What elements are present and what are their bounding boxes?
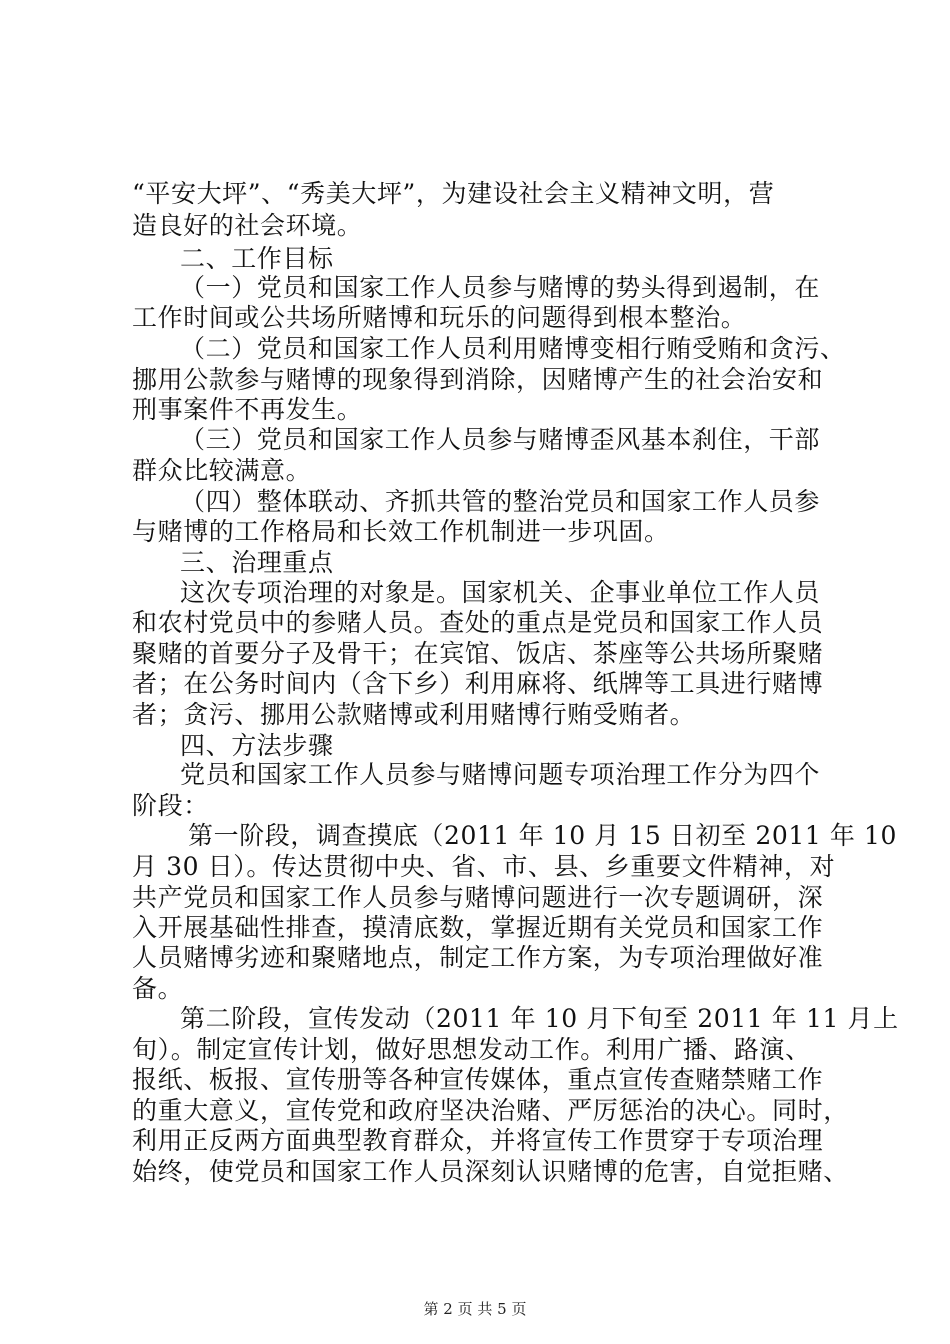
body-line: 报纸、板报、宣传册等各种宣传媒体，重点宣传查赌禁赌工作 bbox=[132, 1065, 824, 1094]
body-line: 阶段： bbox=[132, 791, 209, 820]
body-line: 这次专项治理的对象是。国家机关、企事业单位工作人员 bbox=[180, 578, 821, 607]
section-heading: 三、治理重点 bbox=[180, 548, 334, 577]
body-line: 党员和国家工作人员参与赌博问题专项治理工作分为四个 bbox=[180, 760, 821, 789]
body-line: 共产党员和国家工作人员参与赌博问题进行一次专题调研，深 bbox=[132, 883, 824, 912]
body-line: 群众比较满意。 bbox=[132, 456, 312, 485]
section-heading: 四、方法步骤 bbox=[180, 731, 334, 760]
body-line: 人员赌博劣迹和聚赌地点，制定工作方案，为专项治理做好准 bbox=[132, 943, 824, 972]
body-line: 与赌博的工作格局和长效工作机制进一步巩固。 bbox=[132, 517, 670, 546]
body-line: 者；在公务时间内（含下乡）利用麻将、纸牌等工具进行赌博 bbox=[132, 669, 824, 698]
body-line: 入开展基础性排查，摸清底数，掌握近期有关党员和国家工作 bbox=[132, 913, 824, 942]
body-line: “平安大坪”、“秀美大坪”，为建设社会主义精神文明，营 bbox=[132, 179, 775, 208]
section-heading: 二、工作目标 bbox=[180, 244, 334, 273]
body-line: 旬）。制定宣传计划，做好思想发动工作。利用广播、路演、 bbox=[132, 1035, 811, 1064]
body-line: （三）党员和国家工作人员参与赌博歪风基本刹住，干部 bbox=[180, 425, 821, 454]
body-line: 月 30 日）。传达贯彻中央、省、市、县、乡重要文件精神，对 bbox=[132, 852, 836, 881]
page-number-footer: 第 2 页 共 5 页 bbox=[423, 1300, 527, 1318]
body-line: 者；贪污、挪用公款赌博或利用赌博行贿受贿者。 bbox=[132, 700, 696, 729]
body-line: （一）党员和国家工作人员参与赌博的势头得到遏制，在 bbox=[180, 273, 821, 302]
body-line: 始终，使党员和国家工作人员深刻认识赌博的危害，自觉拒赌、 bbox=[132, 1157, 849, 1186]
body-line: 备。 bbox=[132, 974, 184, 1003]
body-line: （四）整体联动、齐抓共管的整治党员和国家工作人员参 bbox=[180, 487, 821, 516]
body-line: 工作时间或公共场所赌博和玩乐的问题得到根本整治。 bbox=[132, 303, 747, 332]
body-line: 刑事案件不再发生。 bbox=[132, 395, 363, 424]
body-line: 利用正反两方面典型教育群众，并将宣传工作贯穿于专项治理 bbox=[132, 1126, 824, 1155]
body-line: 造良好的社会环境。 bbox=[132, 211, 363, 240]
body-line: 第二阶段，宣传发动（2011 年 10 月下旬至 2011 年 11 月上 bbox=[180, 1004, 899, 1033]
body-line: 的重大意义，宣传党和政府坚决治赌、严厉惩治的决心。同时， bbox=[132, 1096, 849, 1125]
body-line: 和农村党员中的参赌人员。查处的重点是党员和国家工作人员 bbox=[132, 608, 824, 637]
body-line: 聚赌的首要分子及骨干；在宾馆、饭店、茶座等公共场所聚赌 bbox=[132, 639, 824, 668]
body-line: 挪用公款参与赌博的现象得到消除，因赌博产生的社会治安和 bbox=[132, 365, 824, 394]
body-line: （二）党员和国家工作人员利用赌博变相行贿受贿和贪污、 bbox=[180, 334, 846, 363]
body-line: 第一阶段，调查摸底（2011 年 10 月 15 日初至 2011 年 10 bbox=[188, 821, 898, 850]
